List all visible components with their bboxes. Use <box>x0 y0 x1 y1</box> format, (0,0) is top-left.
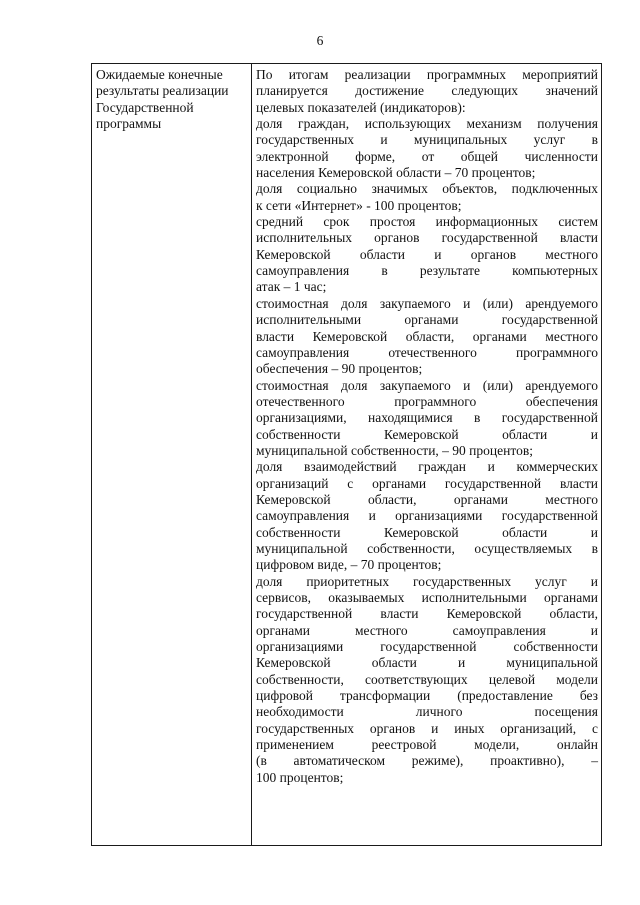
paragraph-indicator-2 <box>256 181 598 214</box>
text-line: 100 процентов; <box>256 769 344 785</box>
text-line: Кемеровской области и муниципальной <box>256 655 598 671</box>
text-line: цифровом виде, – 70 процентов; <box>256 557 442 573</box>
text-line: стоимостная доля закупаемого и (или) арендуемого <box>256 295 598 311</box>
text-line: электронной форме, от общей численности <box>256 148 598 164</box>
text-line: средний срок простоя информационных систем <box>256 214 598 230</box>
text-line: обеспечения – 90 процентов; <box>256 361 423 377</box>
text-line: населения Кемеровской области – 70 процентов; <box>256 165 536 181</box>
text-line: самоуправления в результате компьютерных <box>256 263 598 279</box>
text-line: исполнительными органами государственной <box>256 312 598 328</box>
text-line: власти Кемеровской области, органами местного <box>256 328 598 344</box>
text-line: собственности Кемеровской области и <box>256 524 598 540</box>
paragraph-indicator-7 <box>256 574 598 786</box>
text-line: государственных и муниципальных услуг в <box>256 132 598 148</box>
text-line: организациями государственной собственности <box>256 639 598 655</box>
text-line: государственной власти Кемеровской области, <box>256 606 598 622</box>
page-number: 6 <box>316 33 324 48</box>
text-line: Кемеровской области, органами местного <box>256 491 598 507</box>
label-line: программы <box>96 115 162 131</box>
text-line: стоимостная доля закупаемого и (или) арендуемого <box>256 377 598 393</box>
text-line: атак – 1 час; <box>256 279 327 295</box>
table-label-cell <box>96 67 248 132</box>
text-line: организациями, находящимися в государственной <box>256 410 598 426</box>
text-line: цифровой трансформации (предоставление без <box>256 688 598 704</box>
text-line: Кемеровской области и органов местного <box>256 246 598 262</box>
text-line: отечественного программного обеспечения <box>256 393 598 409</box>
text-line: доля взаимодействий граждан и коммерческих <box>256 459 598 475</box>
paragraph-intro <box>256 67 598 116</box>
label-line: Государственной <box>96 99 194 115</box>
text-line: муниципальной собственности, – 90 процентов; <box>256 442 533 458</box>
text-line: По итогам реализации программных мероприятий <box>256 67 598 82</box>
text-line: организаций с органами государственной власти <box>256 475 598 491</box>
label-line: результаты реализации <box>96 83 229 99</box>
table-content-cell <box>256 67 598 786</box>
text-line: (в автоматическом режиме), проактивно), – <box>256 753 598 769</box>
text-line: собственности Кемеровской области и <box>256 426 598 442</box>
text-line: муниципальной собственности, осуществляемых в <box>256 540 598 556</box>
program-table <box>91 63 602 846</box>
label-line: Ожидаемые конечные <box>96 67 223 82</box>
text-line: к сети «Интернет» - 100 процентов; <box>256 197 462 213</box>
paragraph-indicator-5 <box>256 378 598 460</box>
text-line: государственных органов и иных организаций, с <box>256 720 598 736</box>
text-line: органами местного самоуправления и <box>256 622 598 638</box>
column-divider <box>251 64 252 845</box>
paragraph-indicator-1 <box>256 116 598 181</box>
text-line: исполнительных органов государственной власти <box>256 230 598 246</box>
paragraph-indicator-6 <box>256 459 598 573</box>
text-line: собственности, соответствующих целевой модели <box>256 671 598 687</box>
text-line: доля социально значимых объектов, подключенных <box>256 181 598 197</box>
text-line: самоуправления и организациями государственной <box>256 508 598 524</box>
text-line: доля приоритетных государственных услуг и <box>256 573 598 589</box>
paragraph-indicator-4 <box>256 296 598 378</box>
text-line: сервисов, оказываемых исполнительными органами <box>256 590 598 605</box>
paragraph-indicator-3 <box>256 214 598 296</box>
text-line: самоуправления отечественного программного <box>256 344 598 360</box>
text-line: планируется достижение следующих значений <box>256 83 598 99</box>
text-line: необходимости личного посещения <box>256 704 598 720</box>
text-line: применением реестровой модели, онлайн <box>256 737 598 753</box>
text-line: доля граждан, использующих механизм получения <box>256 116 598 132</box>
text-line: целевых показателей (индикаторов): <box>256 99 466 115</box>
